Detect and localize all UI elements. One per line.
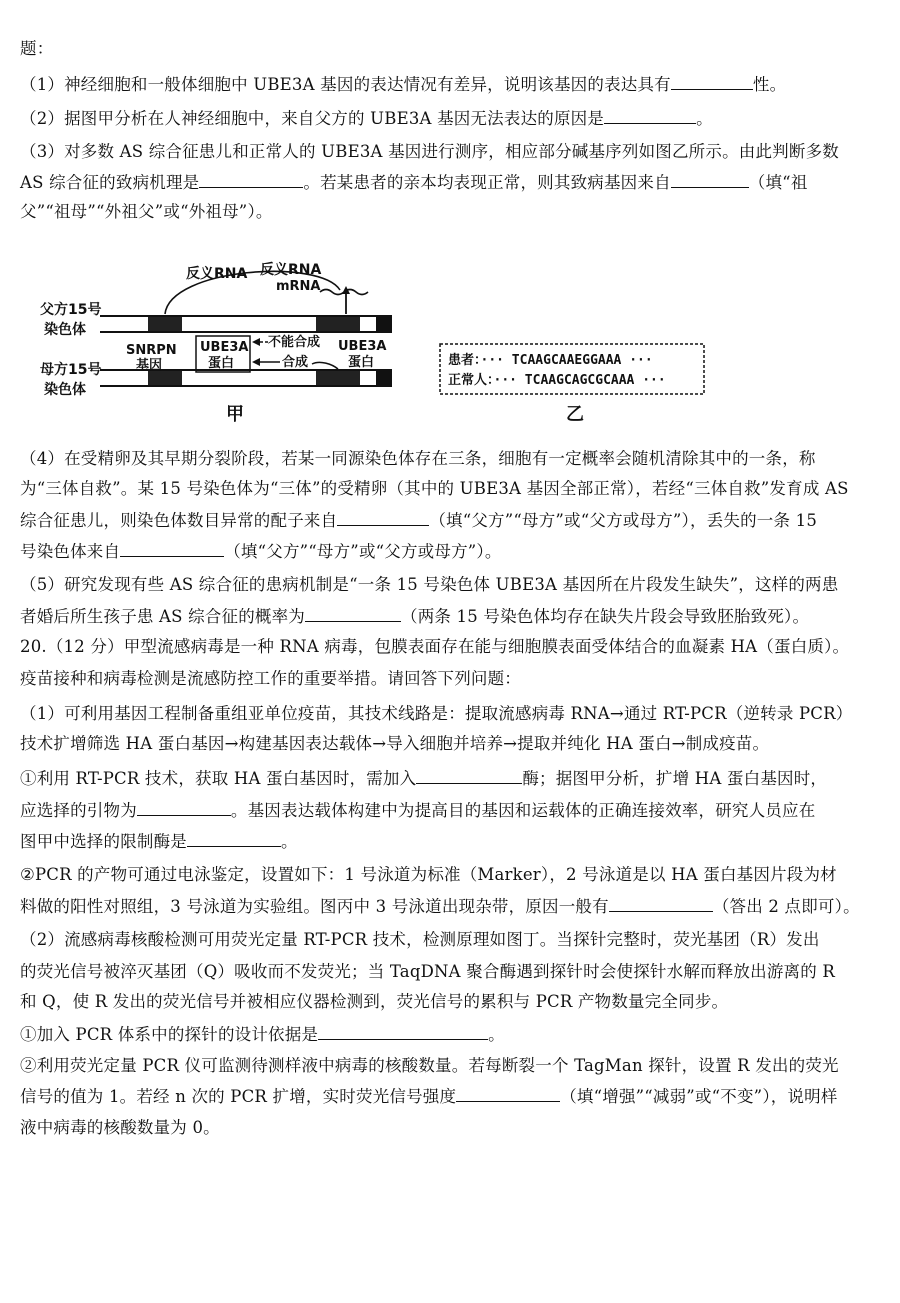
chromosome-end	[376, 317, 392, 331]
answer-blank[interactable]	[187, 830, 281, 847]
text: 技术扩增筛选 HA 蛋白基因→构建基因表达载体→导入细胞并培养→提取并纯化 HA 蛋白→制成疫苗。	[20, 734, 770, 753]
text-line	[20, 605, 880, 628]
text: （3）对多数 AS 综合征患儿和正常人的 UBE3A 基因进行测序，相应部分碱基序列如图乙所示。由此判断多数	[20, 142, 839, 161]
snrpn-label: 基因	[136, 358, 163, 373]
text-line	[20, 830, 880, 853]
ube3a-gene-block	[316, 317, 360, 331]
arrow-head	[252, 338, 260, 346]
text-line	[20, 509, 880, 532]
snrpn-label: SNRPN	[126, 343, 177, 358]
text: 酶；据图甲分析，扩增 HA 蛋白基因时，	[522, 769, 828, 788]
cannot-synthesize-label: 不能合成	[268, 335, 321, 350]
figure-caption-yi: 乙	[566, 404, 584, 425]
figure-area	[20, 228, 710, 426]
answer-blank[interactable]	[120, 540, 224, 557]
snrpn-gene-block	[148, 317, 182, 331]
text: ①利用 RT-PCR 技术，获取 HA 蛋白基因时，需加入	[20, 769, 417, 788]
text: 液中病毒的核酸数量为 0。	[20, 1118, 220, 1137]
question-19-2	[20, 107, 880, 130]
text: （填“父方”“母方”或“父方或母方”）。	[224, 542, 502, 561]
text: 料做的阳性对照组，3 号泳道为实验组。图丙中 3 号泳道出现杂带，原因一般有	[20, 897, 609, 916]
chromosome-end	[376, 371, 392, 385]
text: ②PCR 的产物可通过电泳鉴定，设置如下：1 号泳道为标准（Marker），2 号泳道是以 HA 蛋白基因片段为材	[20, 865, 837, 884]
question-19-1	[20, 73, 880, 96]
text: 综合征患儿，则染色体数目异常的配子来自	[20, 511, 338, 530]
question-19-5	[20, 574, 880, 596]
text: ①加入 PCR 体系中的探针的设计依据是	[20, 1025, 319, 1044]
answer-blank[interactable]	[305, 605, 401, 622]
patient-sequence: 患者：··· TCAAGCAAEGGAAA ···	[448, 353, 653, 368]
text-line	[20, 767, 880, 790]
text-line	[20, 668, 880, 690]
maternal-chr-label: 染色体	[44, 382, 86, 398]
text: （2）据图甲分析在人神经细胞中，来自父方的 UBE3A 基因无法表达的原因是	[20, 109, 605, 128]
text: 信号的值为 1。若经 n 次的 PCR 扩增，实时荧光信号强度	[20, 1087, 457, 1106]
text: （填“祖	[748, 173, 808, 192]
antisense-rna-label: 反义RNA	[260, 262, 322, 278]
text: 。若某患者的亲本均表现正常，则其致病基因来自	[303, 173, 671, 192]
text-line	[20, 171, 880, 194]
text-line	[20, 1117, 880, 1139]
text-line	[20, 895, 880, 918]
answer-blank[interactable]	[604, 107, 696, 124]
paternal-chr-label: 染色体	[44, 322, 86, 338]
normal-sequence: 正常人：··· TCAAGCAGCGCAAA ···	[448, 373, 666, 388]
answer-blank[interactable]	[337, 509, 429, 526]
text: （5）研究发现有些 AS 综合征的患病机制是“一条 15 号染色体 UBE3A 基因所在片段发生缺失”，这样的两患	[20, 575, 839, 594]
text-line	[20, 864, 880, 886]
question-20	[20, 636, 880, 658]
paternal-chr-label: 父方15号	[40, 302, 102, 318]
ube3a-protein-label: 蛋白	[348, 355, 375, 370]
question-20-2	[20, 929, 880, 951]
text-line	[20, 1055, 880, 1077]
text: 和 Q，使 R 发出的荧光信号并被相应仪器检测到，荧光信号的累积与 PCR 产物数量完全同步。	[20, 992, 729, 1011]
text: 题：	[20, 39, 54, 58]
arrow-head	[252, 358, 260, 366]
text-line	[20, 478, 880, 500]
text: ②利用荧光定量 PCR 仪可监测待测样液中病毒的核酸数量。若每断裂一个 TagMan 探针，设置 R 发出的荧光	[20, 1056, 839, 1075]
mrna-label: mRNA	[276, 279, 321, 294]
text-line	[20, 733, 880, 755]
figure-jia	[40, 261, 392, 425]
text: （答出 2 点即可）。	[712, 897, 860, 916]
answer-blank[interactable]	[671, 73, 753, 90]
answer-blank[interactable]	[137, 799, 231, 816]
question-19-3	[20, 141, 880, 163]
text-line	[20, 799, 880, 822]
text: 。	[696, 109, 713, 128]
paternal-chromosome	[100, 316, 392, 332]
text: 为“三体自救”。某 15 号染色体为“三体”的受精卵（其中的 UBE3A 基因全部正常），若经“三体自救”发育成 AS	[20, 479, 849, 498]
ube3a-box-label: 蛋白	[208, 356, 235, 371]
text: 疫苗接种和病毒检测是流感防控工作的重要举措。请回答下列问题：	[20, 669, 521, 688]
text: AS 综合征的致病机理是	[20, 173, 200, 192]
figure-caption-jia: 甲	[226, 404, 244, 425]
text: （填“增强”“减弱”或“不变”），说明样	[560, 1087, 838, 1106]
text-line	[20, 38, 880, 60]
text: 的荧光信号被淬灭基团（Q）吸收而不发荧光；当 TaqDNA 聚合酶遇到探针时会使探针水解而释放出游离的 R	[20, 962, 835, 981]
text-line	[20, 1023, 880, 1046]
ube3a-box-label: UBE3A	[200, 340, 249, 355]
synthesize-curve	[312, 362, 338, 369]
text: 。	[281, 832, 298, 851]
answer-blank[interactable]	[609, 895, 713, 912]
answer-blank[interactable]	[199, 171, 303, 188]
text: 者婚后所生孩子患 AS 综合征的概率为	[20, 607, 306, 626]
answer-blank[interactable]	[671, 171, 749, 188]
text: （两条 15 号染色体均存在缺失片段会导致胚胎致死）。	[401, 607, 810, 626]
text: 父”“祖母”“外祖父”或“外祖母”）。	[20, 202, 273, 221]
text: 应选择的引物为	[20, 801, 137, 820]
text-line	[20, 1085, 880, 1108]
text: （填“父方”“母方”或“父方或母方”），丢失的一条 15	[429, 511, 818, 530]
text: 性。	[752, 75, 787, 94]
text: 号染色体来自	[20, 542, 121, 561]
question-19-4	[20, 448, 880, 470]
text: （2）流感病毒核酸检测可用荧光定量 RT-PCR 技术，检测原理如图丁。当探针完整时，荧光基团（R）发出	[20, 930, 820, 949]
ube3a-protein-label: UBE3A	[338, 339, 387, 354]
maternal-chr-label: 母方15号	[40, 362, 102, 378]
answer-blank[interactable]	[416, 767, 522, 784]
text-line	[20, 201, 880, 223]
text: 。基因表达载体构建中为提高目的基因和运载体的正确连接效率，研究人员应在	[230, 801, 816, 820]
answer-blank[interactable]	[456, 1085, 560, 1102]
text: （4）在受精卵及其早期分裂阶段，若某一同源染色体存在三条，细胞有一定概率会随机清除其中的一条，称	[20, 449, 816, 468]
text-line	[20, 991, 880, 1013]
text: （1）神经细胞和一般体细胞中 UBE3A 基因的表达情况有差异，说明该基因的表达具有	[20, 75, 671, 94]
text: 20.（12 分）甲型流感病毒是一种 RNA 病毒，包膜表面存在能与细胞膜表面受体结合的血凝素 HA（蛋白质）。	[20, 637, 850, 656]
text-line	[20, 961, 880, 983]
antisense-rna-label: 反义RNA	[186, 266, 248, 282]
figure-yi	[440, 344, 704, 425]
text-line	[20, 540, 880, 563]
figure-svg	[20, 228, 710, 426]
text: 。	[488, 1025, 505, 1044]
question-20-1	[20, 703, 880, 725]
synthesize-label: 合成	[282, 355, 309, 370]
text: （1）可利用基因工程制备重组亚单位疫苗，其技术线路是：提取流感病毒 RNA→通过 RT-PCR（逆转录 PCR）	[20, 704, 853, 723]
snrpn-gene-block	[148, 371, 182, 385]
answer-blank[interactable]	[318, 1023, 488, 1040]
ube3a-gene-block	[316, 371, 360, 385]
text: 图甲中选择的限制酶是	[20, 832, 187, 851]
